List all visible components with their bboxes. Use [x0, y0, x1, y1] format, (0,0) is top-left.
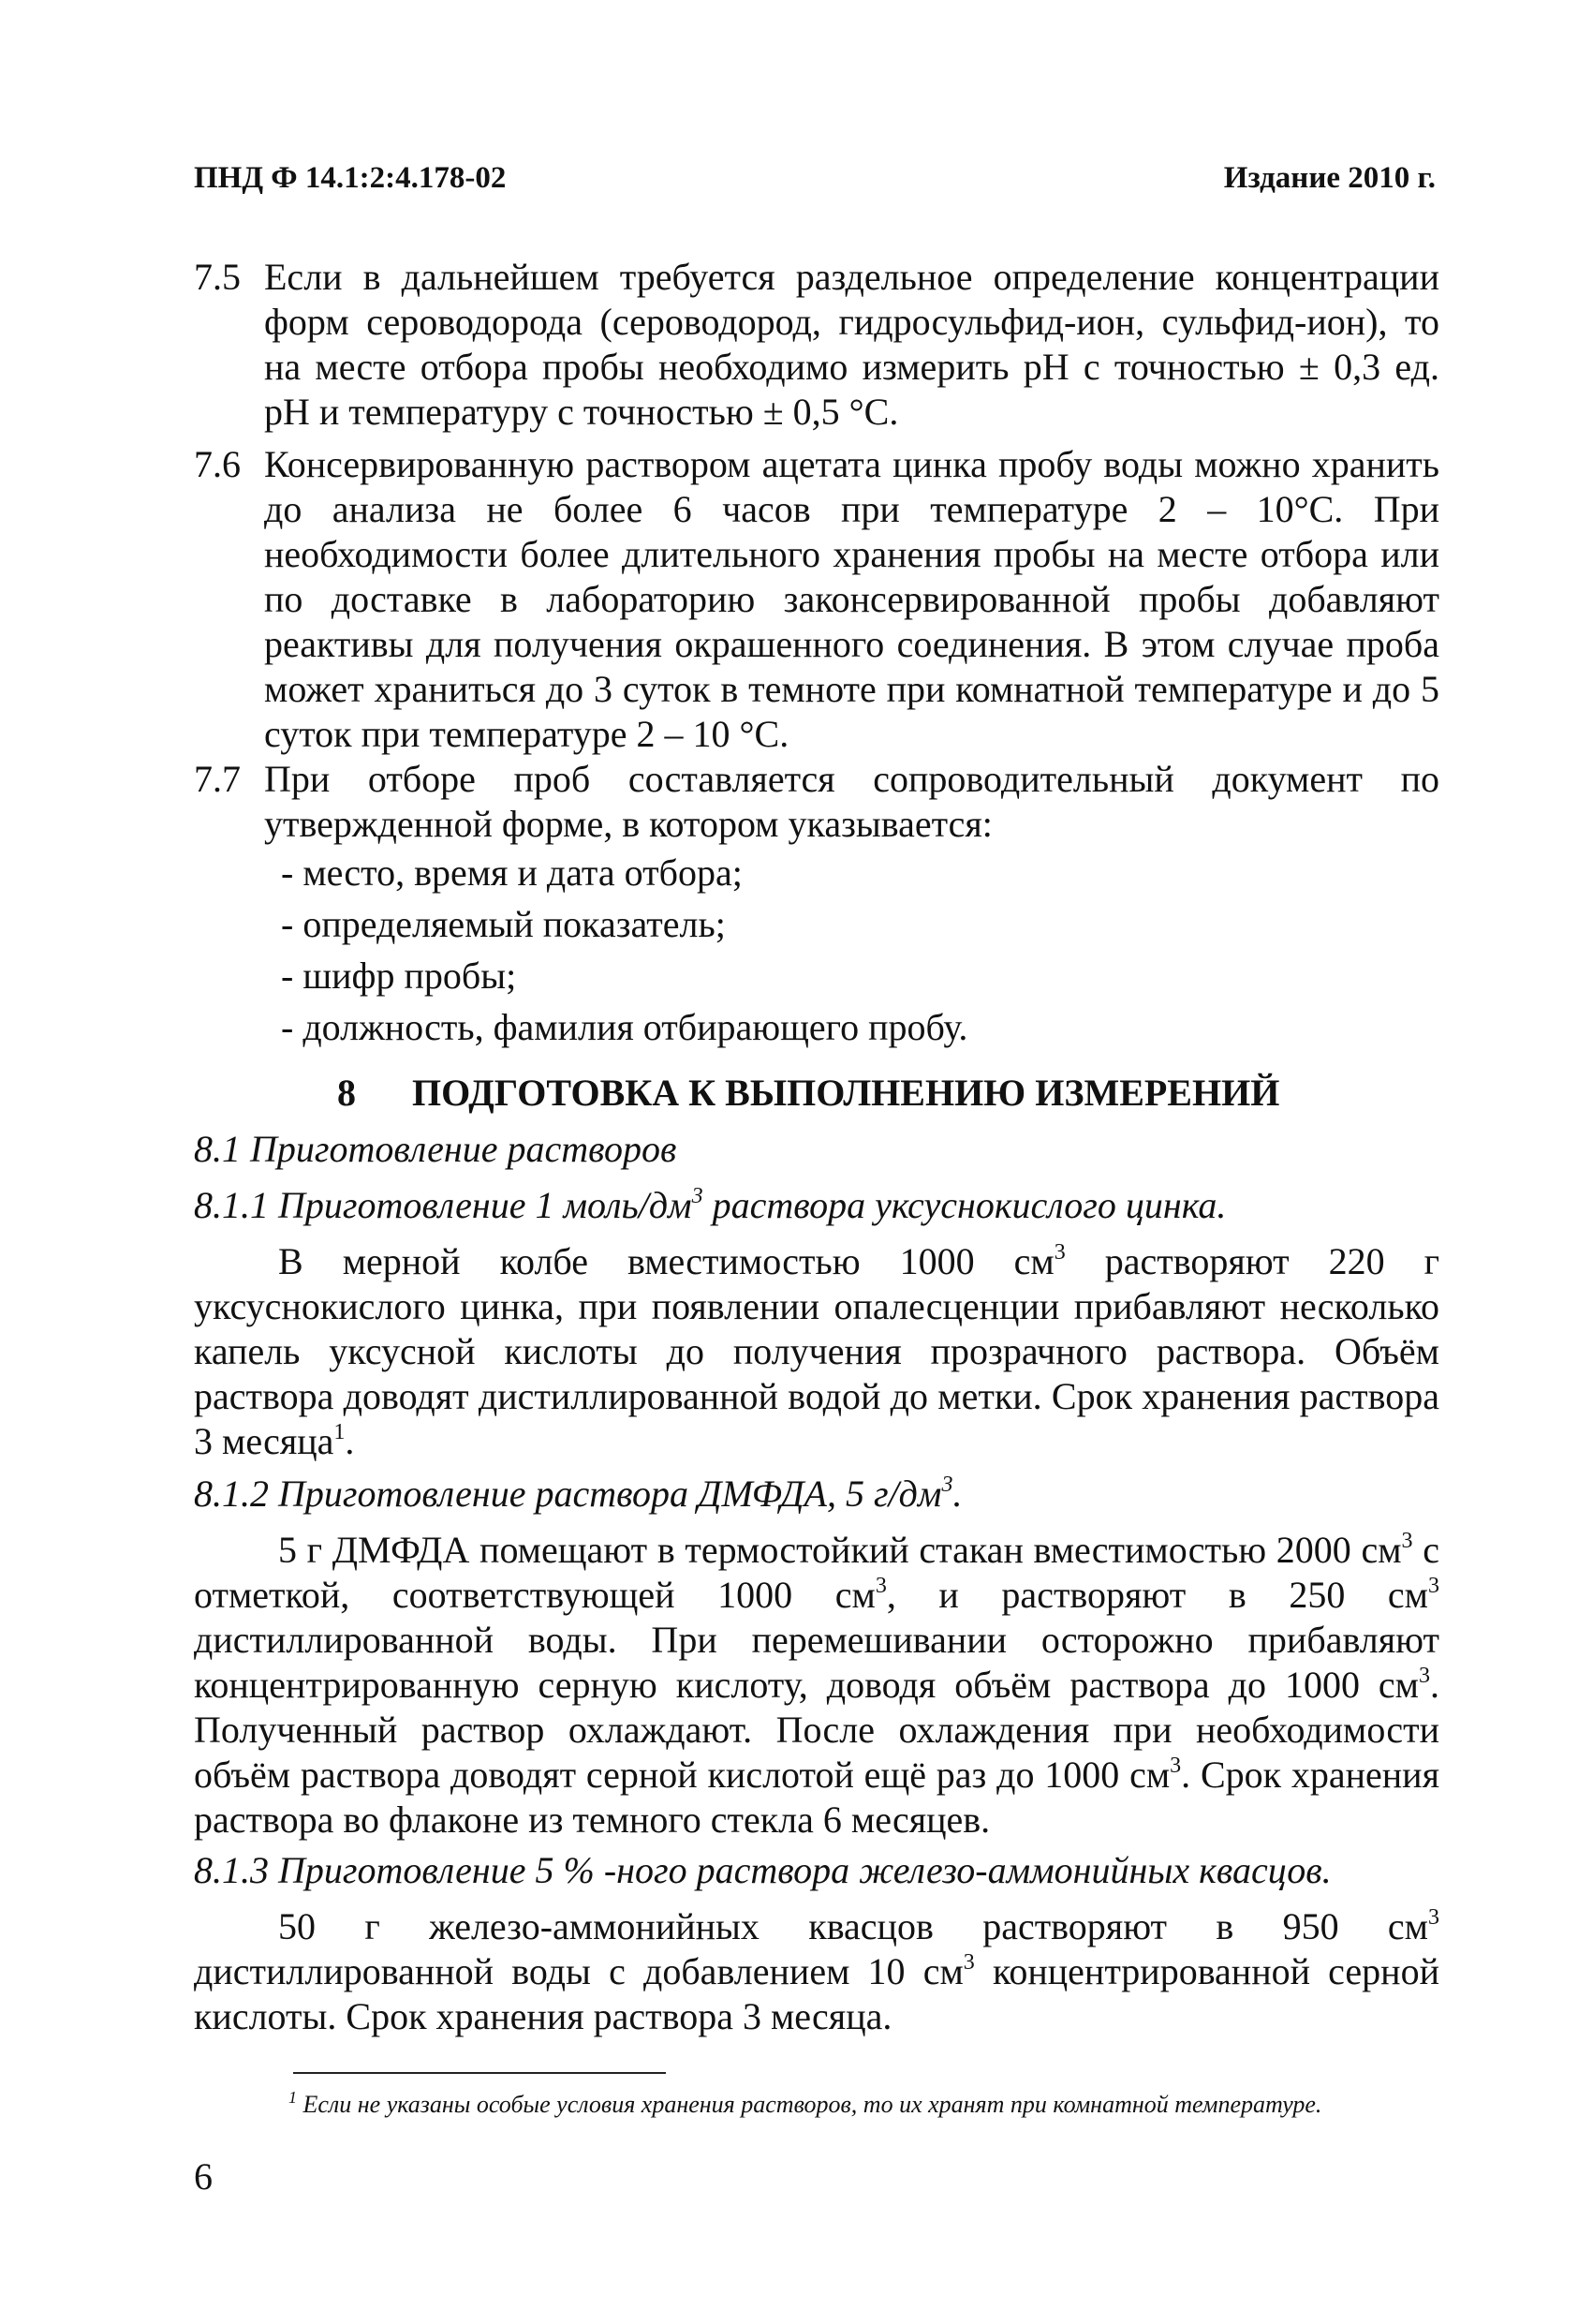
- footnote: [288, 2088, 1322, 2119]
- clause-text: Консервированную раствором ацетата цинка пробу воды можно хранить до анализа не более 6 часов при температуре 2 – 10°С. При необходимости более длительного хранения пробы на месте отбора или по доставке в лабораторию законсервированной пробы добавляют реактивы для получения окрашенного соединения. В этом случае проба может храниться до 3 суток в темноте при комнатной температуре и до 5 суток при температуре 2 – 10 °С.: [264, 443, 1439, 755]
- section-heading: [337, 1071, 1279, 1115]
- paragraph-8-1-3: 50 г железо-аммонийных квасцов растворяют в 950 $см^3$ дистиллированной воды с добавлением 10 $см^3$ концентрированной серной кислоты. Срок хранения раствора 3 месяца.: [194, 1905, 1439, 2037]
- clause-number: 7.5: [194, 256, 241, 298]
- clause-7-7: [194, 757, 1439, 847]
- edition-label: Издание 2010 г.: [1223, 161, 1436, 195]
- clause-text: При отборе проб составляется сопроводительный документ по утвержденной форме, в котором указывается:: [264, 758, 1439, 845]
- paragraph-8-1-2: 5 г ДМФДА помещают в термостойкий стакан вместимостью 2000 $см^3$ с отметкой, соответствующей 1000 $см^3$, и растворяют в 250 $см^3$ дистиллированной воды. При перемешивании осторожно прибавляют концентрированную серную кислоту, доводя объём раствора до 1000 $см^3$. Полученный раствор охлаждают. После охлаждения при необходимости объём раствора доводят серной кислотой ещё раз до 1000 $см^3$. Срок хранения раствора во флаконе из темного стекла 6 месяцев.: [194, 1529, 1439, 1841]
- list-item: - шифр пробы;: [281, 955, 517, 997]
- subsection-8-1-2-title: 8.1.2 Приготовление раствора ДМФДА, 5 $г/дм^3$.: [194, 1473, 963, 1515]
- subsection-8-1-title: 8.1 Приготовление растворов: [194, 1128, 677, 1170]
- clause-text: Если в дальнейшем требуется раздельное определение концентрации форм сероводорода (сероводород, гидросульфид-ион, сульфид-ион), то на месте отбора пробы необходимо измерить pH с точностью ± 0,3 ед. pH и температуру с точностью ± 0,5 °С.: [264, 256, 1439, 433]
- list-item: - место, время и дата отбора;: [281, 851, 743, 894]
- subsection-8-1-3-title: 8.1.3 Приготовление 5 % -ного раствора железо-аммонийных квасцов.: [194, 1849, 1332, 1891]
- footnote-mark: 1: [288, 2088, 297, 2107]
- section-number: 8: [337, 1072, 356, 1114]
- footnote-text: Если не указаны особые условия хранения растворов, то их хранят при комнатной температуре.: [297, 2091, 1322, 2118]
- section-title: ПОДГОТОВКА К ВЫПОЛНЕНИЮ ИЗМЕРЕНИЙ: [412, 1072, 1280, 1114]
- footnote-separator: [293, 2072, 666, 2074]
- footnote-reference: 1: [333, 1420, 346, 1444]
- clause-7-6: [194, 442, 1439, 757]
- list-item: - определяемый показатель;: [281, 903, 726, 945]
- page-number: 6: [194, 2155, 213, 2198]
- clause-7-5: [194, 255, 1439, 435]
- clause-number: 7.6: [194, 443, 241, 485]
- document-code: ПНД Ф 14.1:2:4.178-02: [194, 161, 507, 195]
- paragraph-8-1-1: В мерной колбе вместимостью 1000 $см^3$ растворяют 220 г уксуснокислого цинка, при появлении опалесценции прибавляют несколько капель уксусной кислоты до получения прозрачного раствора. Объём раствора доводят дистиллированной водой до метки. Срок хранения раствора 3 месяца$^1$.: [194, 1240, 1439, 1462]
- subsection-8-1-1-title: 8.1.1 Приготовление 1 моль/$дм^3$ раствора уксуснокислого цинка.: [194, 1184, 1227, 1226]
- list-item: - должность, фамилия отбирающего пробу.: [281, 1006, 968, 1048]
- clause-number: 7.7: [194, 758, 241, 800]
